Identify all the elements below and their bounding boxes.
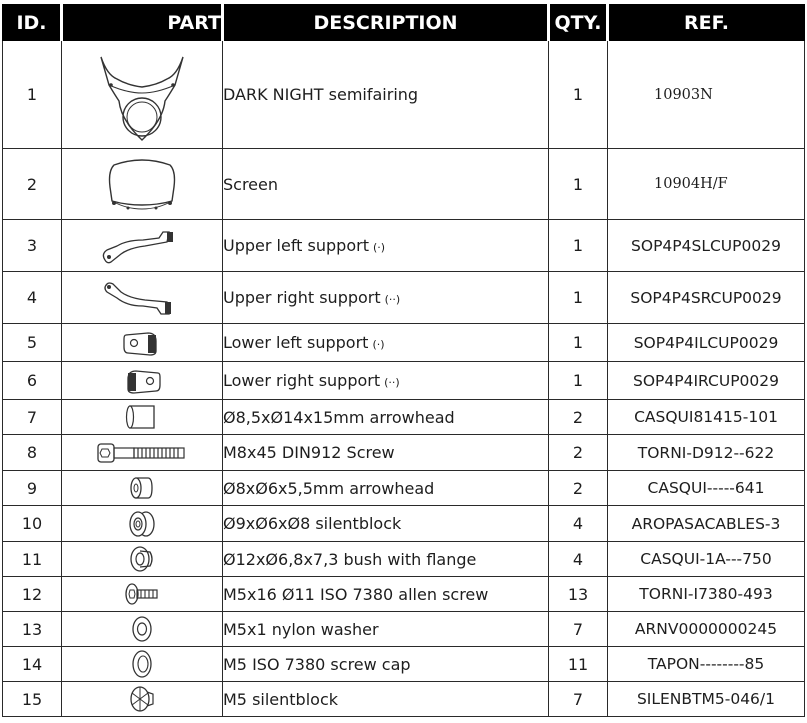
- row-description: Upper left support (·): [223, 220, 549, 272]
- row-qty: 4: [549, 542, 608, 577]
- row-description: Ø12xØ6,8x7,3 bush with flange: [223, 542, 549, 577]
- row-qty: 11: [549, 647, 608, 682]
- header-ref: REF.: [608, 5, 805, 41]
- washer-icon: [129, 614, 155, 644]
- table-row: [3, 324, 805, 362]
- row-id: 6: [3, 362, 62, 400]
- screw-cap-icon: [129, 648, 155, 680]
- row-id: 4: [3, 272, 62, 324]
- table-row: [3, 220, 805, 272]
- table-row: [3, 682, 805, 717]
- row-ref: SILENBTM5-046/1: [608, 682, 805, 717]
- table-row: [3, 612, 805, 647]
- row-description: Ø9xØ6xØ8 silentblock: [223, 506, 549, 542]
- parts-table: [2, 4, 805, 717]
- row-ref: 10904H/F: [608, 149, 805, 220]
- row-qty: 1: [549, 41, 608, 149]
- row-qty: 7: [549, 612, 608, 647]
- row-id: 7: [3, 400, 62, 435]
- header-part: PART: [62, 5, 223, 41]
- table-row: [3, 506, 805, 542]
- table-row: [3, 577, 805, 612]
- row-qty: 1: [549, 272, 608, 324]
- row-ref: ARNV0000000245: [608, 612, 805, 647]
- row-ref: TAPON--------85: [608, 647, 805, 682]
- row-id: 9: [3, 471, 62, 506]
- lower-left-support-icon: [120, 327, 164, 359]
- bolt-icon: [94, 440, 190, 466]
- lower-right-support-icon: [120, 365, 164, 397]
- row-qty: 2: [549, 435, 608, 471]
- table-row: [3, 647, 805, 682]
- row-ref: SOP4P4SLCUP0029: [608, 220, 805, 272]
- row-description: M8x45 DIN912 Screw: [223, 435, 549, 471]
- row-id: 1: [3, 41, 62, 149]
- row-description: DARK NIGHT semifairing: [223, 41, 549, 149]
- row-qty: 1: [549, 220, 608, 272]
- row-description: M5x1 nylon washer: [223, 612, 549, 647]
- row-id: 11: [3, 542, 62, 577]
- flanged-bush-icon: [126, 544, 158, 574]
- row-ref: AROPASACABLES-3: [608, 506, 805, 542]
- row-description: M5x16 Ø11 ISO 7380 allen screw: [223, 577, 549, 612]
- small-spacer-icon: [127, 473, 157, 503]
- row-id: 5: [3, 324, 62, 362]
- row-id: 8: [3, 435, 62, 471]
- row-qty: 1: [549, 362, 608, 400]
- allen-screw-icon: [122, 581, 162, 607]
- screen-icon: [102, 153, 182, 215]
- header-id: ID.: [3, 5, 62, 41]
- header-row: [3, 5, 805, 41]
- row-ref: CASQUI-----641: [608, 471, 805, 506]
- row-id: 15: [3, 682, 62, 717]
- row-description: Lower left support (·): [223, 324, 549, 362]
- row-qty: 2: [549, 400, 608, 435]
- table-row: [3, 362, 805, 400]
- row-id: 12: [3, 577, 62, 612]
- row-ref: CASQUI-1A---750: [608, 542, 805, 577]
- row-ref: SOP4P4IRCUP0029: [608, 362, 805, 400]
- table-row: [3, 435, 805, 471]
- header-description: DESCRIPTION: [223, 5, 549, 41]
- row-id: 14: [3, 647, 62, 682]
- row-qty: 13: [549, 577, 608, 612]
- silentblock-icon: [126, 509, 158, 539]
- row-description: Ø8,5xØ14x15mm arrowhead: [223, 400, 549, 435]
- upper-left-support-icon: [97, 224, 187, 268]
- table-row: [3, 542, 805, 577]
- table-row: [3, 272, 805, 324]
- row-id: 10: [3, 506, 62, 542]
- row-description: M5 silentblock: [223, 682, 549, 717]
- row-qty: 7: [549, 682, 608, 717]
- row-ref: TORNI-I7380-493: [608, 577, 805, 612]
- header-qty: QTY.: [549, 5, 608, 41]
- table-row: [3, 41, 805, 149]
- arrowhead-spacer-icon: [122, 402, 162, 432]
- semifairing-icon: [87, 45, 197, 145]
- row-ref: SOP4P4SRCUP0029: [608, 272, 805, 324]
- row-description: Screen: [223, 149, 549, 220]
- row-description: Lower right support (··): [223, 362, 549, 400]
- row-qty: 2: [549, 471, 608, 506]
- row-qty: 1: [549, 149, 608, 220]
- upper-right-support-icon: [97, 276, 187, 320]
- row-description: M5 ISO 7380 screw cap: [223, 647, 549, 682]
- row-description: Ø8xØ6x5,5mm arrowhead: [223, 471, 549, 506]
- table-row: [3, 400, 805, 435]
- table-row: [3, 149, 805, 220]
- row-ref: 10903N: [608, 41, 805, 149]
- table-row: [3, 471, 805, 506]
- row-id: 3: [3, 220, 62, 272]
- row-ref: TORNI-D912--622: [608, 435, 805, 471]
- row-ref: SOP4P4ILCUP0029: [608, 324, 805, 362]
- row-ref: CASQUI81415-101: [608, 400, 805, 435]
- row-id: 2: [3, 149, 62, 220]
- row-description: Upper right support (··): [223, 272, 549, 324]
- m5-silentblock-icon: [127, 684, 157, 714]
- row-qty: 4: [549, 506, 608, 542]
- row-id: 13: [3, 612, 62, 647]
- row-qty: 1: [549, 324, 608, 362]
